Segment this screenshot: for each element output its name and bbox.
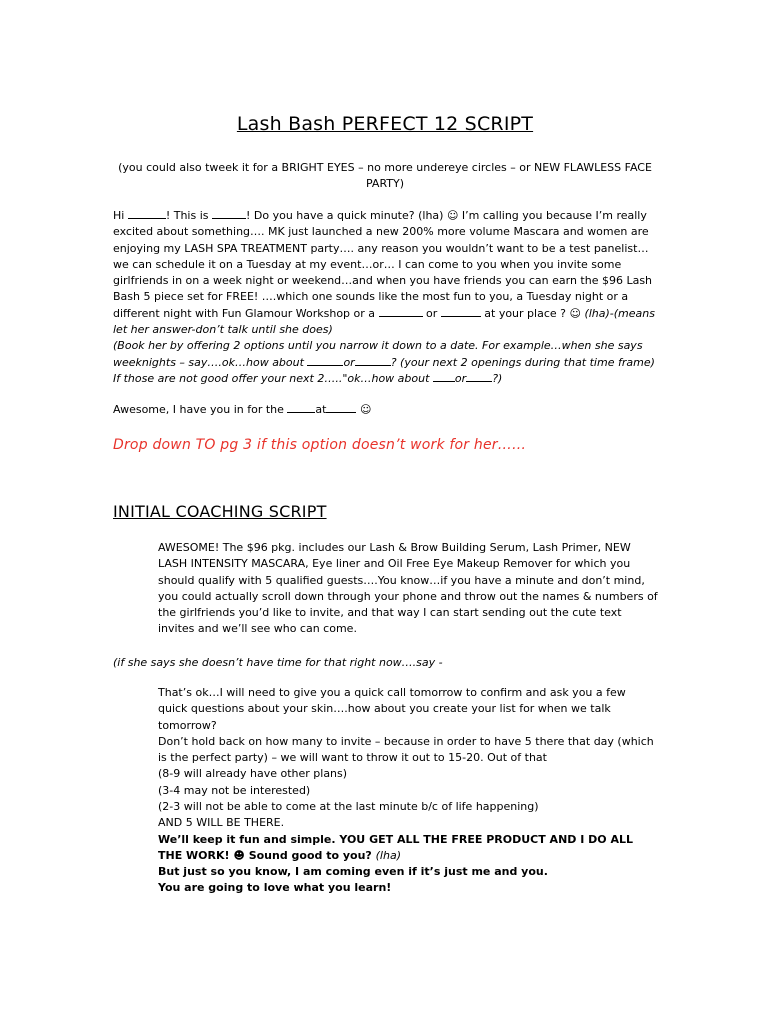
smiley-icon: ☻ (233, 848, 245, 862)
closing-script (158, 864, 658, 897)
booking-tip-text-2: or (343, 355, 355, 369)
coaching-paragraph: AWESOME! The $96 pkg. includes our Lash & Brow Building Serum, Lash Primer, NEW LASH INTENSITY MASCARA, Eye liner and Oil Free Eye Makeup Remover for which you should qualify with 5 qualified guests….You know…if you have a minute and don’t mind, you could actually scroll down through your phone and throw out the names & numbers of the girlfriends you’d like to invite, and that way I can start sending out the cute text invites and we’ll see who can come. (158, 541, 658, 636)
follow-up-line: AND 5 WILL BE THERE. (158, 816, 285, 830)
date-blank-2 (355, 355, 391, 366)
closing-line: But just so you know, I am coming even if it’s just me and you. (158, 865, 548, 878)
closing-line: You are going to love what you learn! (158, 881, 392, 895)
intro-text-5: or (422, 306, 441, 320)
intro-lha-note: (lha)-(means let her answer-don’t talk until she does) (113, 306, 655, 337)
booking-tip-text-3: ? (your next 2 openings during that time frame) (390, 355, 655, 369)
intro-text-6: at your place ? (480, 306, 570, 320)
intro-script (113, 208, 661, 387)
follow-up-line: (3-4 may not be interested) (158, 783, 311, 797)
day-blank (287, 402, 315, 413)
booking-tip-text-1: (Book her by offering 2 options until you narrow it down to a date. For example…when she says weeknights – say….ok…how about (113, 339, 643, 369)
follow-up-line: (2-3 will not be able to come at the last minute b/c of life happening) (158, 800, 539, 814)
fallback-text-3: ?) (492, 371, 503, 385)
smiley-icon: ☺ (569, 306, 581, 320)
fallback-text-1: If those are not good offer your next 2….."ok…how about (113, 371, 433, 385)
consultant-name-blank (212, 208, 246, 219)
follow-up-line: That’s ok…I will need to give you a quick call tomorrow to confirm and ask you a few quick questions about your skin….how about you create your list for when we talk tomorrow? (158, 686, 626, 732)
date-blank-1 (307, 355, 343, 366)
fun-simple-text: We’ll keep it fun and simple. YOU GET ALL THE FREE PRODUCT AND I DO ALL THE WORK! (158, 832, 633, 862)
intro-text-2: ! This is (165, 209, 212, 222)
follow-up-line: (8-9 will already have other plans) (158, 767, 348, 781)
drop-down-note: Drop down TO pg 3 if this option doesn’t work for her…… (113, 437, 527, 453)
option-blank-1 (379, 306, 423, 317)
name-blank (128, 208, 166, 219)
booking-tip (113, 338, 661, 371)
fun-simple-line (158, 832, 658, 865)
lha-note: (lha) (375, 848, 401, 862)
follow-up-script (158, 685, 658, 864)
subtitle-note: (you could also tweek it for a BRIGHT EYES – no more undereye circles – or NEW FLAWLESS FACE PARTY) (118, 161, 652, 190)
date-blank-3 (433, 371, 455, 382)
option-blank-2 (441, 306, 481, 317)
confirmation-line (113, 402, 661, 418)
sound-good-text: Sound good to you? (244, 848, 376, 862)
intro-text-4: I’m calling you because I’m really excited about something…. MK just launched a new 200% more volume Mascara and women are enjoying my LASH SPA TREATMENT party…. any reason you wouldn’t want to be a test panelist…we can schedule it on a Tuesday at my event…or… I can come to you when you invite some girlfriends in on a week night or weekend…and when you have friends you can earn the $96 Lash Bash 5 piece set for FREE! ….which one sounds like the most fun to you, a Tuesday night or a different night with Fun Glamour Workshop or a (113, 209, 653, 320)
confirmation-text-1: Awesome, I have you in for the (113, 403, 288, 416)
intro-paragraph (113, 208, 661, 338)
smiley-icon: ☺ (446, 209, 459, 222)
fallback-text-2: or (454, 371, 467, 385)
fallback-tip (113, 371, 661, 387)
smiley-icon: ☺ (359, 403, 372, 416)
follow-up-line: Don’t hold back on how many to invite – because in order to have 5 there that day (which is the perfect party) – we will want to throw it out to 15-20. Out of that (158, 734, 654, 765)
no-time-note: (if she says she doesn’t have time for that right now….say - (113, 656, 443, 669)
intro-text-1: Hi (113, 209, 128, 222)
date-blank-4 (466, 371, 492, 382)
document-title: Lash Bash PERFECT 12 SCRIPT (236, 113, 534, 135)
intro-text-3: ! Do you have a quick minute? (lha) (246, 209, 447, 222)
time-blank (326, 402, 356, 413)
coaching-heading: INITIAL COACHING SCRIPT (113, 502, 327, 521)
confirmation-text-2: at (315, 403, 327, 416)
